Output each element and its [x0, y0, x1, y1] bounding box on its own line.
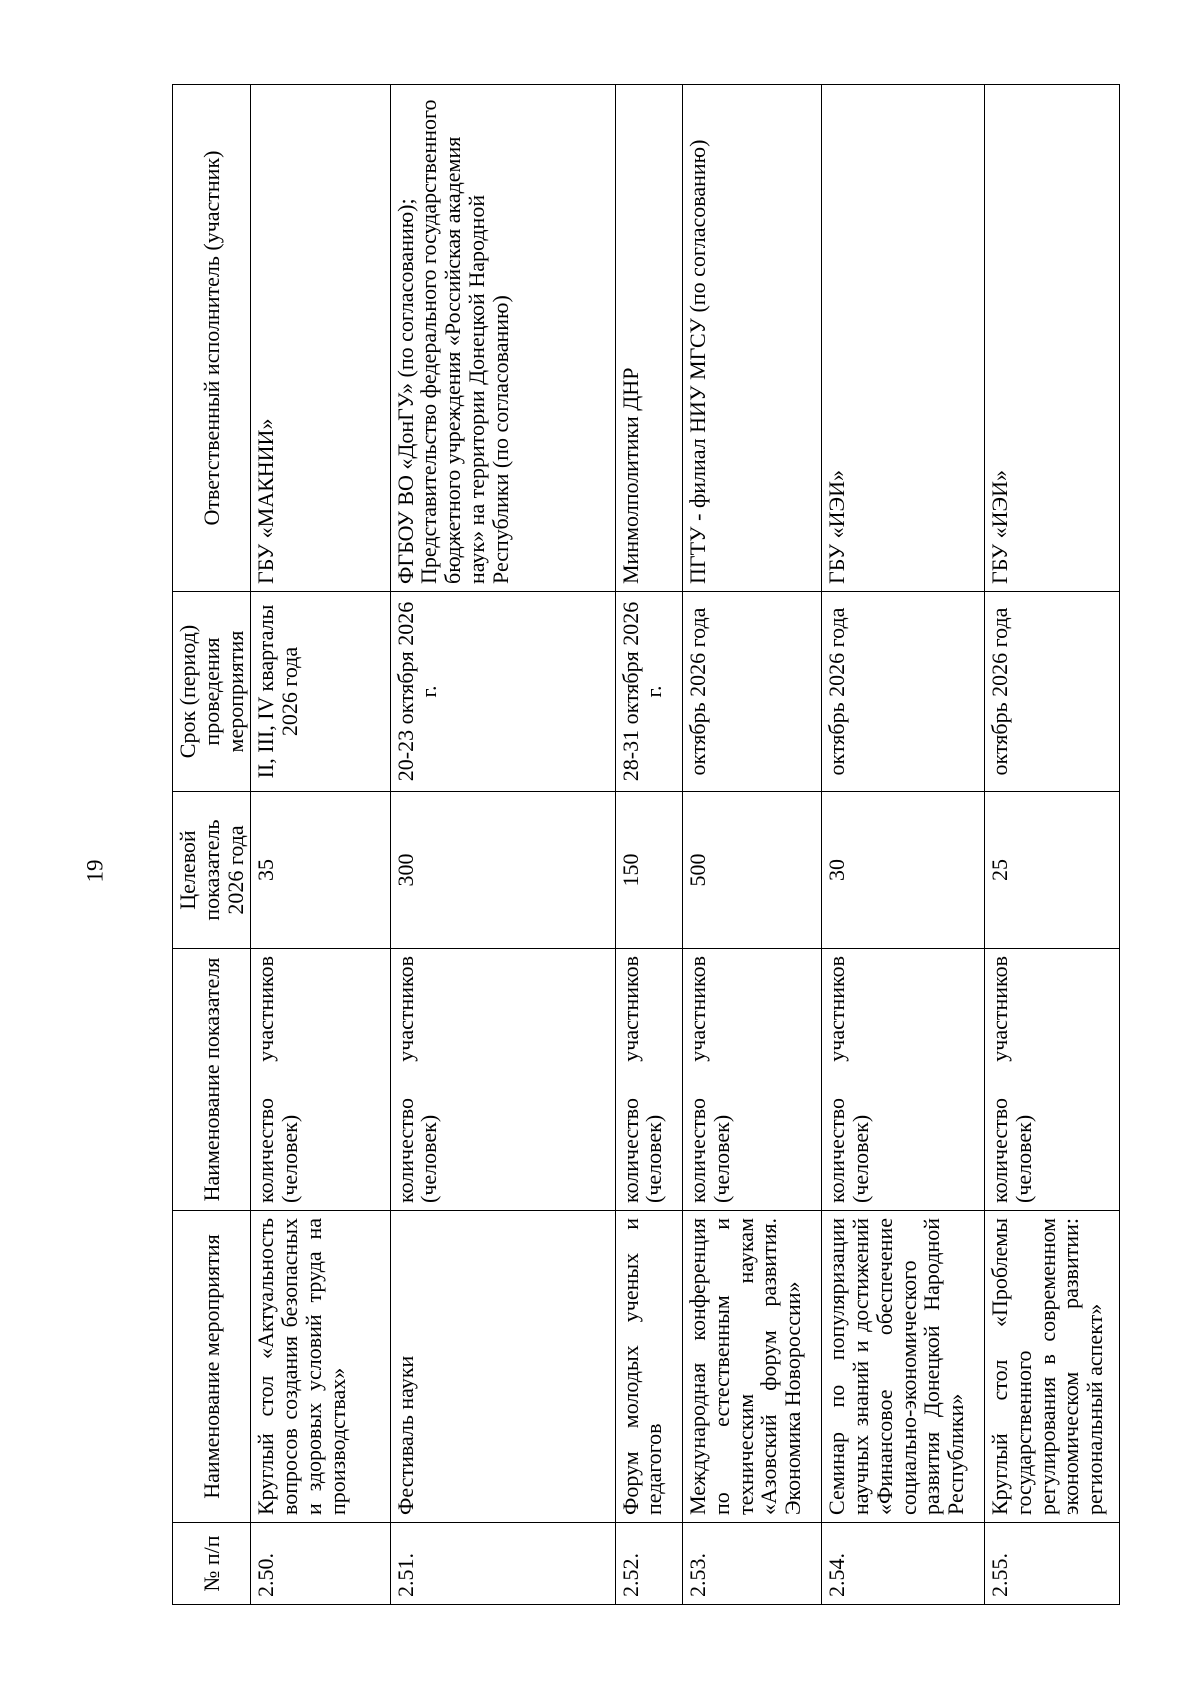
row-target: 25 [985, 792, 1120, 949]
events-table [172, 84, 1120, 1605]
row-target: 35 [251, 792, 390, 949]
row-target: 500 [683, 792, 822, 949]
row-event: Международная конференция по естественным и техническим наукам «Азовский форум развития. Экономика Новороссии» [683, 1211, 822, 1523]
row-target: 150 [615, 792, 683, 949]
row-target: 300 [390, 792, 615, 949]
row-target: 30 [822, 792, 985, 949]
row-event: Круглый стол «Проблемы государственного регулирования в современном экономическом развитии: региональный аспект» [985, 1211, 1120, 1523]
table-row [251, 85, 390, 1605]
header-num: № п/п [173, 1523, 251, 1605]
table-header-row [173, 85, 251, 1605]
row-indicator: количество участников (человек) [390, 949, 615, 1211]
row-num: 2.50. [251, 1523, 390, 1605]
table-row [822, 85, 985, 1605]
header-responsible: Ответственный исполнитель (участник) [173, 85, 251, 592]
header-event: Наименование мероприятия [173, 1211, 251, 1523]
header-period: Срок (период) проведения мероприятия [173, 592, 251, 792]
row-indicator: количество участников (человек) [822, 949, 985, 1211]
row-event: Семинар по популяризации научных знаний и достижений «Финансовое обеспечение социально-экономического развития Донецкой Народной Республики» [822, 1211, 985, 1523]
table-row [683, 85, 822, 1605]
row-indicator: количество участников (человек) [985, 949, 1120, 1211]
row-responsible: ГБУ «ИЭИ» [985, 85, 1120, 592]
row-num: 2.55. [985, 1523, 1120, 1605]
row-period: II, III, IV кварталы 2026 года [251, 592, 390, 792]
row-event: Форум молодых ученых и педагогов [615, 1211, 683, 1523]
row-responsible: ГБУ «ИЭИ» [822, 85, 985, 592]
row-num: 2.52. [615, 1523, 683, 1605]
row-event: Круглый стол «Актуальность вопросов создания безопасных и здоровых условий труда на производствах» [251, 1211, 390, 1523]
row-num: 2.53. [683, 1523, 822, 1605]
row-indicator: количество участников (человек) [683, 949, 822, 1211]
table-row [985, 85, 1120, 1605]
row-responsible: ГБУ «МАКНИИ» [251, 85, 390, 592]
row-event: Фестиваль науки [390, 1211, 615, 1523]
row-num: 2.54. [822, 1523, 985, 1605]
row-indicator: количество участников (человек) [615, 949, 683, 1211]
row-period: октябрь 2026 года [683, 592, 822, 792]
table-row [615, 85, 683, 1605]
row-num: 2.51. [390, 1523, 615, 1605]
row-period: октябрь 2026 года [985, 592, 1120, 792]
page-number: 19 [82, 859, 108, 883]
row-period: октябрь 2026 года [822, 592, 985, 792]
table-row [390, 85, 615, 1605]
row-responsible: ПГТУ - филиал НИУ МГСУ (по согласованию) [683, 85, 822, 592]
row-period: 28-31 октября 2026 г. [615, 592, 683, 792]
row-responsible: Минмолполитики ДНР [615, 85, 683, 592]
row-period: 20-23 октября 2026 г. [390, 592, 615, 792]
row-indicator: количество участников (человек) [251, 949, 390, 1211]
header-indicator: Наименование показателя [173, 949, 251, 1211]
header-target: Целевой показатель 2026 года [173, 792, 251, 949]
row-responsible: ФГБОУ ВО «ДонГУ» (по согласованию); Представительство федерального государственного бюджетного учреждения «Российская академия наук» на территории Донецкой Народной Республики (по согласованию) [390, 85, 615, 592]
